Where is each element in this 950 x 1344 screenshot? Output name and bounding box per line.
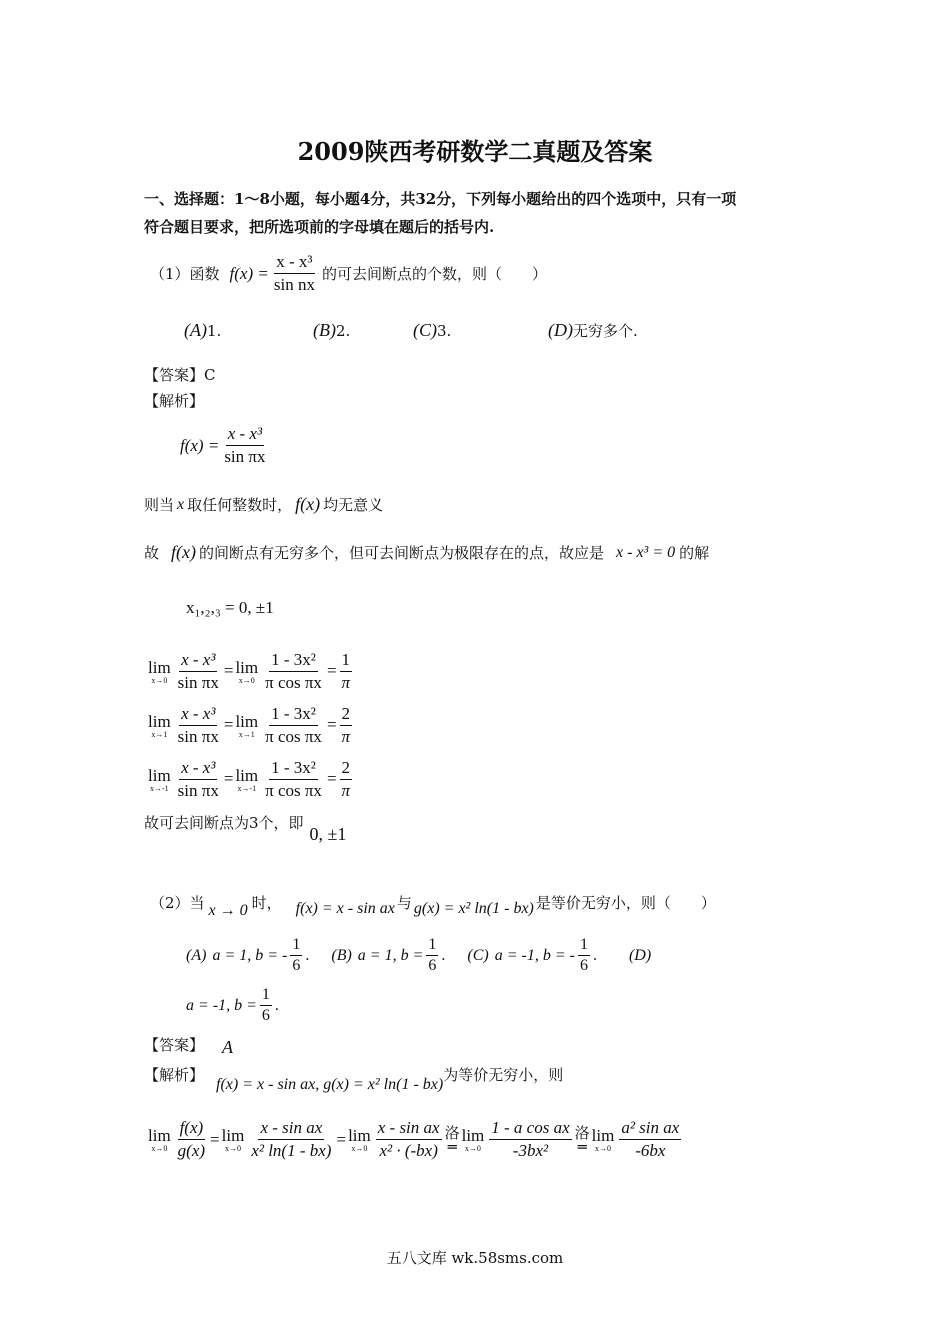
q2-options-row	[186, 936, 651, 975]
q1-answer: 【答案】C	[144, 366, 216, 384]
limit-row: lim x→-1 $\frac{\text{x - x³}}{\text{sin πx}}$ = lim x→-1 $\frac{\text{1 - 3x²}}{\text{π cos πx}}$ = $\frac{2}{\pi}$	[148, 757, 351, 800]
q2-chain: lim x→0 $\frac{f(x)}{g(x)}$ = lim x→0 $\frac{\text{x - sin ax}}{\text{x² ln(1 - bx)}}$ = lim x→0 $\frac{\text{x - sin ax}}{\text{x² · (-bx)}}$ 洛 ═ lim x→0 $\frac{\text{1 - a cos ax}}{\text{-3bx²}}$ 洛 ═ lim x→0 $\frac{\text{a² sin ax}}{-6bx}$	[148, 1118, 680, 1160]
conclusion-text: 故可去间断点为3个，即	[144, 814, 304, 832]
q1-lhs: f(x) =	[229, 263, 269, 283]
conclusion-math: 0, ±1	[309, 824, 347, 844]
section-heading-cont: 符合题目要求，把所选项前的字母填在题后的括号内.	[144, 218, 495, 236]
f-lhs: f(x) =	[180, 435, 220, 455]
q1-analysis-function	[180, 424, 270, 467]
section-heading: 一、选择题：1～8小题，每小题4分，共32分，下列每小题给出的四个选项中，只有一项	[144, 190, 737, 208]
q1-function	[230, 252, 320, 295]
q1-analysis-label: 【解析】	[144, 392, 205, 410]
q2-option-d: (D)	[628, 946, 652, 964]
q2-analysis-math: f(x) = x - sin ax, g(x) = x² ln(1 - bx)	[216, 1075, 444, 1093]
q1-numerator: x - x³	[274, 252, 314, 274]
lim-1: lim x→0	[148, 657, 171, 685]
q2-g: g(x) = x² ln(1 - bx)	[413, 899, 534, 917]
q1-option-c: (C)3.	[413, 320, 452, 340]
analysis-denominator: sin πx	[224, 447, 266, 466]
q1-option-b: (B)2.	[313, 320, 351, 340]
q1-roots: x₁,₂,₃ = 0, ±1	[186, 598, 274, 617]
lim-2: lim x→1	[148, 711, 171, 739]
q2-cond: x → 0	[208, 901, 248, 919]
q1-line1	[144, 494, 383, 515]
line1-c: 均无意义	[323, 496, 384, 514]
line1-f: f(x)	[295, 494, 321, 514]
limit-row: lim x→0 $\frac{\text{x - x³}}{\text{sin πx}}$ = lim x→0 $\frac{\text{1 - 3x²}}{\text{π cos πx}}$ = $\frac{1}{\pi}$	[148, 649, 351, 692]
luo-equals: 洛 ═	[444, 1123, 460, 1156]
q2-answer	[144, 1034, 233, 1055]
line1-b: 取任何整数时，	[187, 496, 293, 514]
q1-option-a: (A)1.	[184, 320, 222, 340]
line1-a: 则当	[144, 496, 175, 514]
q1-options	[184, 320, 784, 350]
q2-suffix: 是等价无穷小，则（ ）	[535, 894, 716, 912]
q1-prefix: （1）函数	[150, 265, 220, 283]
q2-prefix: （2）当	[150, 894, 205, 912]
q1-fraction	[272, 252, 317, 295]
question-2	[150, 892, 716, 919]
q2-option-a: (A) a = 1, b = - $\frac{1}{6}$ .	[186, 936, 310, 974]
line2-f: f(x)	[171, 542, 196, 562]
q2-mid1: 时，	[251, 894, 282, 912]
q2-f: f(x) = x - sin ax	[295, 899, 395, 917]
q1-denominator: sin nx	[273, 275, 315, 294]
q2-analysis-suffix: 为等价无穷小，则	[443, 1066, 564, 1084]
q2-analysis-label: 【解析】	[144, 1066, 205, 1084]
q2-option-d-text: a = -1, b = $\frac{1}{6}$ .	[186, 986, 279, 1024]
q2-mid2: 与	[396, 894, 412, 912]
line2-c: 的解	[679, 544, 710, 562]
q2-analysis	[144, 1064, 564, 1093]
footer-watermark: 五八文库 wk.58sms.com	[386, 1249, 564, 1267]
q1-line2	[144, 542, 709, 563]
line2-b: 的间断点有无穷多个，但可去间断点为极限存在的点，故应是	[199, 544, 605, 562]
lim-3: lim x→-1	[148, 765, 171, 793]
line2-a: 故	[144, 544, 160, 562]
q2-answer-label: 【答案】	[144, 1036, 205, 1054]
page-title: 2009陕西考研数学二真题及答案	[297, 137, 653, 166]
analysis-numerator: x - x³	[226, 424, 264, 446]
q1-option-d: (D)无穷多个.	[548, 320, 638, 340]
q2-option-c: (C) a = -1, b = - $\frac{1}{6}$ .	[467, 936, 597, 974]
line2-eq: x - x³ = 0	[616, 543, 676, 561]
luo-equals: 洛 ═	[574, 1123, 590, 1156]
q2-answer-value: A	[222, 1037, 234, 1057]
limit-row: lim x→1 $\frac{\text{x - x³}}{\text{sin πx}}$ = lim x→1 $\frac{\text{1 - 3x²}}{\text{π cos πx}}$ = $\frac{2}{\pi}$	[148, 703, 351, 746]
q1-suffix: 的可去间断点的个数，则（ ）	[321, 265, 547, 283]
line1-x: x	[177, 495, 185, 513]
analysis-fraction	[222, 424, 267, 467]
q1-conclusion	[144, 812, 347, 844]
q2-option-b: (B) a = 1, b = $\frac{1}{6}$ .	[331, 936, 446, 974]
question-1	[150, 252, 547, 295]
limit-block	[146, 644, 355, 806]
